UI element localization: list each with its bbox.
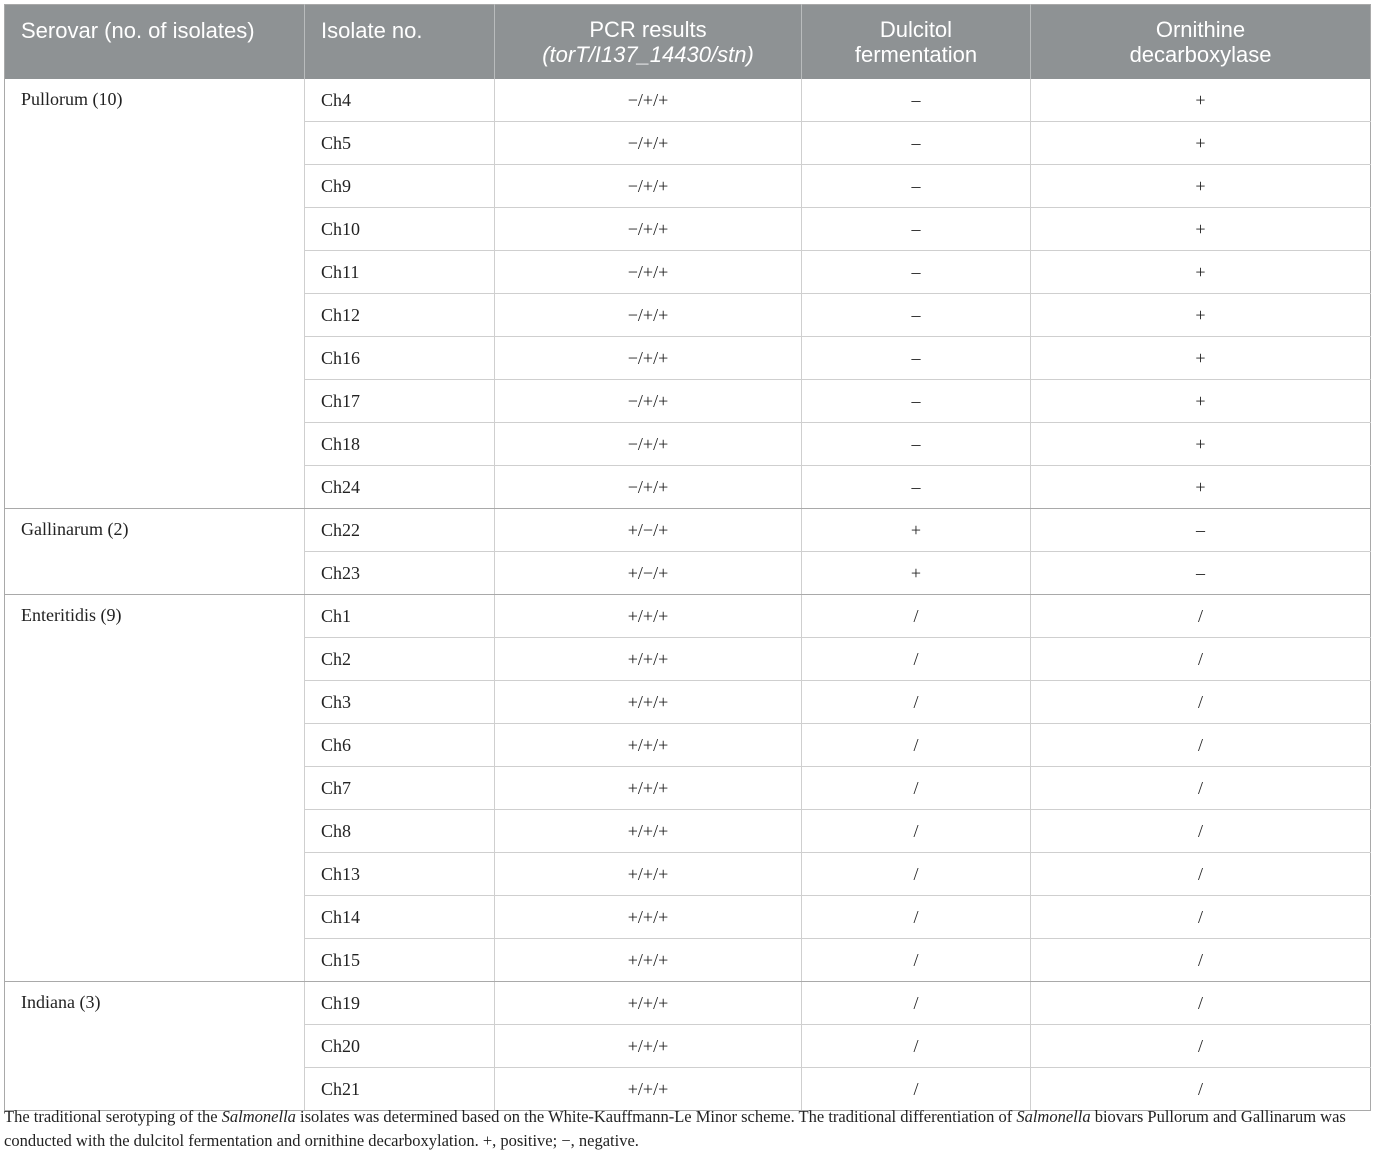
isolate-cell: Ch23 [305, 552, 495, 595]
dulcitol-cell: – [802, 165, 1031, 208]
table-row [5, 79, 1371, 122]
footnote-text-3: biovars Pullorum and Gallinarum was conducted with the dulcitol fermentation and ornithine decarboxylation. +, positive; −, negative. [4, 1107, 1346, 1150]
isolate-cell: Ch15 [305, 939, 495, 982]
ornithine-cell: + [1031, 79, 1371, 122]
pcr-result-cell: −/+/+ [495, 165, 802, 208]
dulcitol-cell: – [802, 122, 1031, 165]
ornithine-cell: + [1031, 380, 1371, 423]
isolate-cell: Ch4 [305, 79, 495, 122]
footnote-text-1: The traditional serotyping of the [4, 1107, 222, 1126]
pcr-result-cell: +/+/+ [495, 681, 802, 724]
pcr-result-cell: +/+/+ [495, 724, 802, 767]
ornithine-cell: / [1031, 681, 1371, 724]
pcr-result-cell: +/+/+ [495, 810, 802, 853]
ornithine-cell: + [1031, 337, 1371, 380]
pcr-result-cell: −/+/+ [495, 380, 802, 423]
header-pcr-genes: (torT/I137_14430/stn) [542, 42, 754, 67]
isolate-cell: Ch10 [305, 208, 495, 251]
ornithine-cell: / [1031, 853, 1371, 896]
serovar-cell: Pullorum (10) [5, 79, 305, 509]
table-row [5, 595, 1371, 638]
header-pcr-title: PCR results [589, 17, 707, 42]
isolate-cell: Ch6 [305, 724, 495, 767]
dulcitol-cell: / [802, 681, 1031, 724]
ornithine-cell: – [1031, 552, 1371, 595]
dulcitol-cell: / [802, 1025, 1031, 1068]
dulcitol-cell: + [802, 552, 1031, 595]
footnote-text-2: isolates was determined based on the White-Kauffmann-Le Minor scheme. The traditional differentiation of [295, 1107, 1017, 1126]
isolate-cell: Ch12 [305, 294, 495, 337]
ornithine-cell: + [1031, 208, 1371, 251]
ornithine-cell: + [1031, 294, 1371, 337]
isolate-cell: Ch19 [305, 982, 495, 1025]
pcr-result-cell: +/+/+ [495, 939, 802, 982]
isolate-cell: Ch18 [305, 423, 495, 466]
ornithine-cell: / [1031, 1068, 1371, 1111]
header-dulcitol-line1: Dulcitol [879, 17, 953, 42]
isolate-cell: Ch13 [305, 853, 495, 896]
isolate-cell: Ch1 [305, 595, 495, 638]
dulcitol-cell: / [802, 939, 1031, 982]
header-isolate: Isolate no. [305, 5, 495, 80]
ornithine-cell: / [1031, 767, 1371, 810]
isolate-cell: Ch16 [305, 337, 495, 380]
header-dulcitol [802, 5, 1031, 80]
ornithine-cell: + [1031, 122, 1371, 165]
header-ornithine-line1: Ornithine [1155, 17, 1246, 42]
header-pcr [495, 5, 802, 80]
isolate-cell: Ch2 [305, 638, 495, 681]
table-row [5, 509, 1371, 552]
table-row [5, 982, 1371, 1025]
ornithine-cell: / [1031, 724, 1371, 767]
pcr-result-cell: −/+/+ [495, 79, 802, 122]
isolate-cell: Ch20 [305, 1025, 495, 1068]
isolate-cell: Ch7 [305, 767, 495, 810]
dulcitol-cell: / [802, 724, 1031, 767]
pcr-result-cell: −/+/+ [495, 466, 802, 509]
ornithine-cell: + [1031, 165, 1371, 208]
serovar-cell: Gallinarum (2) [5, 509, 305, 595]
dulcitol-cell: / [802, 853, 1031, 896]
pcr-result-cell: −/+/+ [495, 122, 802, 165]
dulcitol-cell: / [802, 595, 1031, 638]
dulcitol-cell: + [802, 509, 1031, 552]
footnote-genus-2: Salmonella [1016, 1107, 1091, 1126]
isolate-cell: Ch11 [305, 251, 495, 294]
isolate-cell: Ch22 [305, 509, 495, 552]
ornithine-cell: + [1031, 423, 1371, 466]
dulcitol-cell: – [802, 251, 1031, 294]
pcr-result-cell: +/+/+ [495, 853, 802, 896]
pcr-result-cell: −/+/+ [495, 423, 802, 466]
pcr-result-cell: +/−/+ [495, 552, 802, 595]
ornithine-cell: / [1031, 939, 1371, 982]
table-body [5, 79, 1371, 1111]
pcr-result-cell: +/+/+ [495, 767, 802, 810]
dulcitol-cell: / [802, 810, 1031, 853]
results-table [4, 4, 1371, 1111]
pcr-result-cell: +/+/+ [495, 982, 802, 1025]
header-ornithine [1031, 5, 1371, 80]
table-header [5, 5, 1371, 80]
serovar-cell: Enteritidis (9) [5, 595, 305, 982]
ornithine-cell: / [1031, 595, 1371, 638]
pcr-result-cell: +/+/+ [495, 1025, 802, 1068]
ornithine-cell: / [1031, 638, 1371, 681]
dulcitol-cell: – [802, 337, 1031, 380]
header-ornithine-line2: decarboxylase [1129, 42, 1272, 67]
pcr-result-cell: +/+/+ [495, 638, 802, 681]
dulcitol-cell: / [802, 638, 1031, 681]
pcr-result-cell: −/+/+ [495, 294, 802, 337]
dulcitol-cell: / [802, 1068, 1031, 1111]
ornithine-cell: + [1031, 251, 1371, 294]
dulcitol-cell: / [802, 896, 1031, 939]
isolate-cell: Ch21 [305, 1068, 495, 1111]
pcr-result-cell: +/+/+ [495, 896, 802, 939]
table-footnote [4, 1105, 1370, 1153]
isolate-cell: Ch5 [305, 122, 495, 165]
ornithine-cell: / [1031, 896, 1371, 939]
ornithine-cell: – [1031, 509, 1371, 552]
header-dulcitol-line2: fermentation [854, 42, 978, 67]
isolate-cell: Ch8 [305, 810, 495, 853]
ornithine-cell: / [1031, 982, 1371, 1025]
isolate-cell: Ch3 [305, 681, 495, 724]
dulcitol-cell: – [802, 466, 1031, 509]
pcr-result-cell: +/+/+ [495, 1068, 802, 1111]
dulcitol-cell: – [802, 380, 1031, 423]
pcr-result-cell: −/+/+ [495, 208, 802, 251]
pcr-result-cell: −/+/+ [495, 337, 802, 380]
pcr-result-cell: +/−/+ [495, 509, 802, 552]
dulcitol-cell: – [802, 294, 1031, 337]
serovar-cell: Indiana (3) [5, 982, 305, 1111]
pcr-result-cell: −/+/+ [495, 251, 802, 294]
dulcitol-cell: – [802, 79, 1031, 122]
isolate-cell: Ch14 [305, 896, 495, 939]
dulcitol-cell: – [802, 208, 1031, 251]
dulcitol-cell: – [802, 423, 1031, 466]
dulcitol-cell: / [802, 767, 1031, 810]
ornithine-cell: + [1031, 466, 1371, 509]
pcr-result-cell: +/+/+ [495, 595, 802, 638]
isolate-cell: Ch9 [305, 165, 495, 208]
footnote-genus-1: Salmonella [221, 1107, 296, 1126]
header-serovar: Serovar (no. of isolates) [5, 5, 305, 80]
dulcitol-cell: / [802, 982, 1031, 1025]
isolate-cell: Ch17 [305, 380, 495, 423]
ornithine-cell: / [1031, 810, 1371, 853]
ornithine-cell: / [1031, 1025, 1371, 1068]
isolate-cell: Ch24 [305, 466, 495, 509]
